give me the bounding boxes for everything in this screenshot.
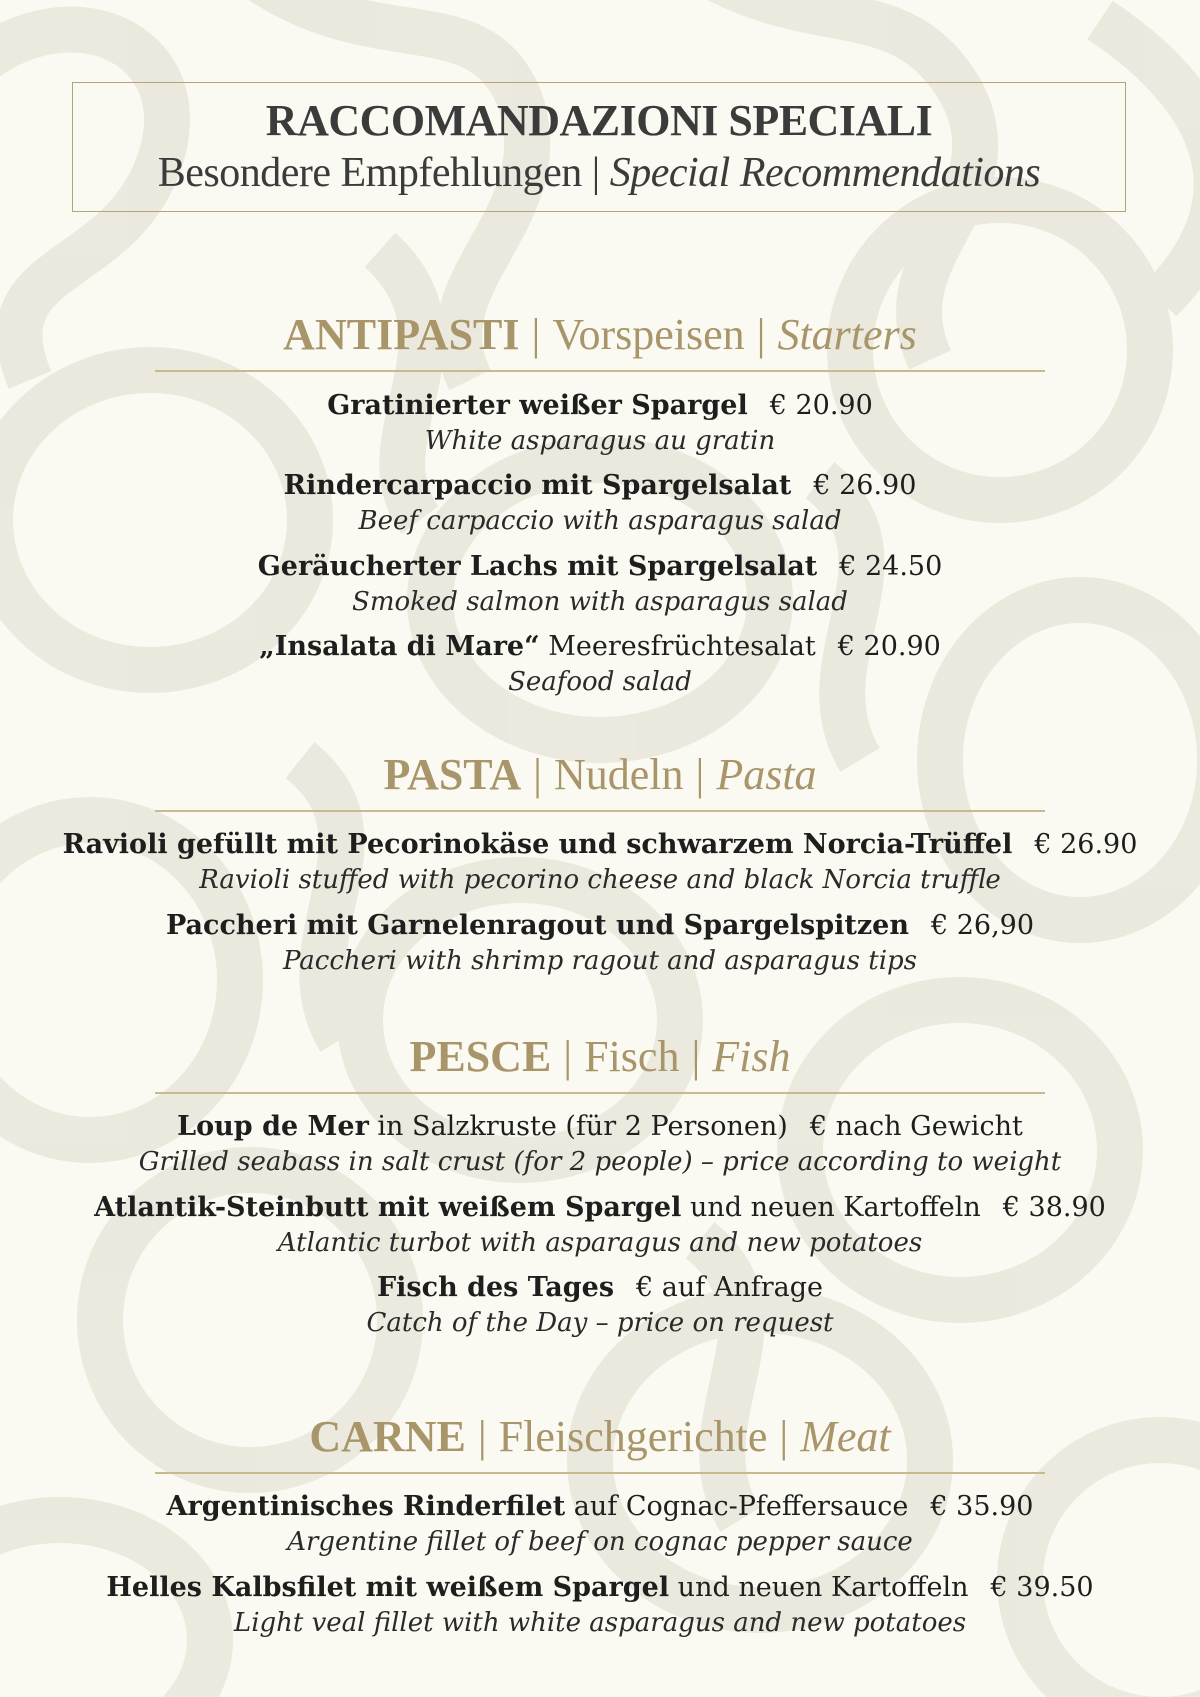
item-name: Helles Kalbsfilet mit weißem Spargel	[106, 1572, 670, 1603]
section-title-german: Fleischgerichte	[498, 1412, 768, 1461]
menu-item	[0, 1190, 1200, 1260]
item-name-rest: und neuen Kartoffeln	[669, 1572, 969, 1603]
page-subtitle	[73, 147, 1125, 199]
section-heading-pasta	[155, 748, 1045, 812]
title-box	[72, 82, 1126, 212]
section-title-english: Fish	[712, 1032, 791, 1081]
item-price: € 26,90	[930, 910, 1035, 941]
item-description: Atlantic turbot with asparagus and new potatoes	[277, 1228, 923, 1258]
item-name: Argentinisches Rinderfilet	[166, 1491, 566, 1522]
item-name-rest: Meeresfrüchtesalat	[539, 631, 816, 662]
item-name: Fisch des Tages	[377, 1272, 615, 1303]
item-description: Grilled seabass in salt crust (for 2 people) – price according to weight	[138, 1147, 1062, 1177]
item-name: Loup de Mer	[177, 1111, 369, 1142]
menu-item	[0, 827, 1200, 897]
section-separator: |	[533, 750, 542, 799]
section-title-german: Vorspeisen	[552, 310, 745, 359]
section-title-italian: PASTA	[383, 750, 522, 799]
item-name-rest: auf Cognac-Pfeffersauce	[565, 1491, 909, 1522]
item-name-rest: in Salzkruste (für 2 Personen)	[368, 1111, 788, 1142]
item-description: Catch of the Day – price on request	[366, 1308, 834, 1338]
section-separator: |	[695, 750, 705, 799]
item-price: € 24.50	[839, 551, 943, 582]
item-description: Seafood salad	[508, 667, 692, 697]
section-separator: |	[779, 1412, 789, 1461]
menu-item	[0, 1489, 1200, 1559]
item-price: € auf Anfrage	[636, 1272, 823, 1303]
item-name: Ravioli gefüllt mit Pecorinokäse und schwarzem Norcia-Trüffel	[62, 829, 1013, 860]
item-name: Geräucherter Lachs mit Spargelsalat	[257, 551, 818, 582]
section-title-italian: ANTIPASTI	[283, 310, 520, 359]
menu-item	[0, 388, 1200, 458]
menu-item	[0, 549, 1200, 619]
menu-item	[0, 629, 1200, 699]
item-price: € 26.90	[813, 470, 917, 501]
item-name: „Insalata di Mare“	[259, 631, 540, 662]
subtitle-german: Besondere Empfehlungen	[157, 150, 582, 196]
section-title-english: Starters	[777, 310, 917, 359]
subtitle-english: Special Recommendations	[609, 150, 1041, 196]
item-description: Light veal fillet with white asparagus and new potatoes	[233, 1608, 967, 1638]
item-description: Ravioli stuffed with pecorino cheese and black Norcia truffle	[199, 865, 1001, 895]
item-price: € 35.90	[930, 1491, 1034, 1522]
item-description: Paccheri with shrimp ragout and asparagus tips	[282, 946, 918, 976]
section-separator: |	[691, 1032, 701, 1081]
section-title-german: Fisch	[584, 1032, 680, 1081]
item-description: Argentine fillet of beef on cognac pepper sauce	[287, 1527, 913, 1557]
section-heading-antipasti	[155, 308, 1045, 372]
section-separator: |	[531, 310, 541, 359]
page-title: RACCOMANDAZIONI SPECIALI	[265, 96, 933, 145]
item-price: € 20.90	[769, 390, 873, 421]
item-price: € nach Gewicht	[809, 1111, 1023, 1142]
section-heading-carne	[155, 1410, 1045, 1474]
item-name: Paccheri mit Garnelenragout und Spargelspitzen	[165, 910, 909, 941]
section-separator: |	[756, 310, 766, 359]
section-title-english: Pasta	[716, 750, 817, 799]
section-title-italian: CARNE	[309, 1412, 466, 1461]
subtitle-separator: |	[591, 150, 600, 196]
item-description: White asparagus au gratin	[424, 426, 776, 456]
section-title-german: Nudeln	[553, 750, 684, 799]
menu-item	[0, 1570, 1200, 1640]
section-title-english: Meat	[800, 1412, 891, 1461]
item-name-rest: und neuen Kartoffeln	[681, 1192, 981, 1223]
item-description: Beef carpaccio with asparagus salad	[358, 506, 842, 536]
section-heading-pesce	[155, 1030, 1045, 1094]
menu-item	[0, 1270, 1200, 1340]
item-name: Rindercarpaccio mit Spargelsalat	[283, 470, 792, 501]
menu-item	[0, 908, 1200, 978]
item-name: Atlantik-Steinbutt mit weißem Spargel	[94, 1192, 682, 1223]
section-separator: |	[563, 1032, 573, 1081]
item-name: Gratinierter weißer Spargel	[327, 390, 748, 421]
section-title-italian: PESCE	[409, 1032, 552, 1081]
menu-item	[0, 1109, 1200, 1179]
item-price: € 20.90	[837, 631, 941, 662]
menu-item	[0, 468, 1200, 538]
section-separator: |	[477, 1412, 487, 1461]
item-price: € 26.90	[1034, 829, 1138, 860]
item-price: € 38.90	[1002, 1192, 1106, 1223]
item-price: € 39.50	[990, 1572, 1094, 1603]
item-description: Smoked salmon with asparagus salad	[352, 587, 848, 617]
